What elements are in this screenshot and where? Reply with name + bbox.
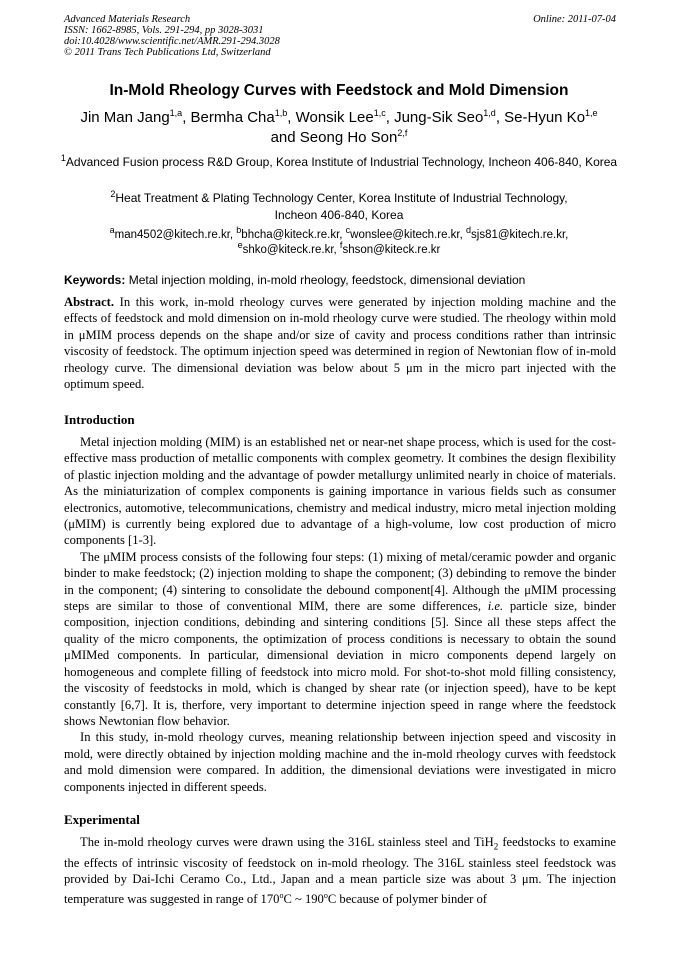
keywords-text: Metal injection molding, in-mold rheology, feedstock, dimensional deviation bbox=[125, 273, 526, 287]
paper-title: In-Mold Rheology Curves with Feedstock and Mold Dimension bbox=[109, 82, 569, 99]
introduction-paragraph-2 bbox=[64, 549, 616, 729]
subscript: 2 bbox=[493, 841, 499, 852]
author-name: Bermha Cha bbox=[190, 109, 275, 126]
email-superscript: b bbox=[236, 225, 242, 236]
email-address[interactable]: shko@kiteck.re.kr, bbox=[242, 244, 340, 256]
introduction-paragraph-1: Metal injection molding (MIM) is an established net or near-net shape process, which is used for the cost-effective mass production of metallic components with complex geometry. It combines the design flexibility of plastic injection molding and the advantage of powder metallurgy unlimited nearly in choice of materials. As the miniaturization of complex components is gaining importance in various fields such as consumer electronics, automotive, telecommunications, chemistry and medical industry, micro metal injection molding (μMIM) is currently being explored due to advantage of a high-volume, low cost production of micro components [1-3]. bbox=[64, 435, 616, 548]
experimental-body bbox=[64, 834, 616, 907]
author-separator: , bbox=[287, 109, 296, 126]
author-list bbox=[40, 108, 638, 148]
author-name: Jung-Sik Seo bbox=[394, 109, 484, 126]
paragraph-text: C because of polymer binder of bbox=[327, 891, 487, 906]
author-separator: , bbox=[495, 109, 505, 126]
paragraph-text: The in-mold rheology curves were drawn using the 316L stainless steel and TiH bbox=[80, 835, 494, 849]
author-superscript: 1,a bbox=[169, 108, 183, 118]
journal-name: Advanced Materials Research bbox=[64, 14, 191, 25]
author-superscript: 1,b bbox=[274, 108, 288, 118]
author-name: Se-Hyun Ko bbox=[504, 109, 586, 126]
author-separator: , bbox=[182, 109, 191, 126]
paragraph-text: feedstocks to examine the effects of intrinsic viscosity of feedstock on in-mold rheology. The 316L stainless steel feedstock was provided by Dai-Ichi Ceramo Co., Ltd., Japan and a mean particle size was about 3 μm. The injection temperature was suggested in range of 170 bbox=[64, 835, 616, 906]
author-separator: , bbox=[385, 109, 395, 126]
abstract-text: In this work, in-mold rheology curves were generated by injection molding machine and the effects of feedstock and mold dimension on in-mold rheology curve were studied. The rheology within mold in μMIM process depends on the shape and/or size of cavity and process conditions rather than intrinsic viscosity of feedstock. The optimum injection speed was determined in region of Newtonian flow of in-mold rheology curve. The dimensional deviation was below about 5 μm in the micro part injected with the optimum speed. bbox=[64, 295, 616, 392]
email-address[interactable]: shson@kiteck.re.kr bbox=[342, 244, 441, 256]
email-address[interactable]: man4502@kitech.re.kr, bbox=[114, 229, 237, 241]
paragraph-text: The μMIM process consists of the following four steps: (1) mixing of metal/ceramic powder and organic binder to make feedstock; (2) injection molding to shape the component; (3) debinding to remove the binder in the component; (4) sintering to consolidate the debound component[4]. Although the μMIM processing steps are similar to those of conventional MIM, there are some differences, bbox=[64, 549, 616, 614]
author-superscript: 1,e bbox=[585, 108, 598, 118]
abstract bbox=[64, 294, 616, 392]
section-heading-introduction: Introduction bbox=[64, 412, 135, 427]
author-name: and Seong Ho Son bbox=[270, 129, 398, 146]
email-address[interactable]: wonslee@kitech.re.kr, bbox=[350, 229, 467, 241]
author-superscript: 1,d bbox=[483, 108, 496, 118]
abstract-label: Abstract. bbox=[64, 295, 115, 309]
email-address[interactable]: bhcha@kiteck.re.kr, bbox=[241, 229, 346, 241]
email-superscript: e bbox=[237, 240, 243, 251]
degree-superscript: o bbox=[323, 890, 328, 900]
author-name: Jin Man Jang bbox=[80, 109, 170, 126]
introduction-paragraph-3: In this study, in-mold rheology curves, meaning relationship between injection speed and viscosity in mold, were directly obtained by injection molding machine and the in-mold rheology curves with feedstock and mold dimension were compared. In addition, the dimensional deviations were investigated in micro components injected in different speeds. bbox=[64, 730, 616, 794]
italic-text: i.e. bbox=[487, 599, 504, 614]
email-superscript: a bbox=[109, 225, 115, 236]
online-date: Online: 2011-07-04 bbox=[533, 14, 616, 25]
author-superscript: 2,f bbox=[397, 128, 408, 138]
experimental-paragraph-1 bbox=[64, 834, 616, 907]
introduction-body bbox=[64, 434, 616, 795]
degree-superscript: o bbox=[279, 890, 284, 900]
paragraph-text: particle size, binder composition, injection conditions, debinding and sintering conditions [5]. Since all these steps affect the quality of the micro components, the optimization of process conditions is necessary to obtain the sound μMIMed components. In particular, dimensional deviation in micro components depend largely on homogeneous and complete filling of feedstock into micro mold. For shot-to-shot mold filling consistency, the viscosity of feedstocks in mold, which is changed by shear rate (or injection speed), have to be kept constantly [6,7]. It is, therfore, very important to determine injection speed in range where the feedstock shows Newtonian flow behavior. bbox=[64, 599, 616, 728]
affiliation-2 bbox=[88, 190, 590, 224]
email-superscript: c bbox=[345, 225, 351, 236]
author-superscript: 1,c bbox=[373, 108, 386, 118]
journal-header bbox=[64, 14, 616, 58]
affiliation-1 bbox=[40, 154, 638, 171]
email-superscript: f bbox=[339, 240, 343, 251]
affiliation-text: Heat Treatment & Plating Technology Center, Korea Institute of Industrial Technology, Incheon 406-840, Korea bbox=[115, 191, 568, 222]
email-superscript: d bbox=[466, 225, 472, 236]
email-list bbox=[40, 225, 638, 258]
paragraph-text: C ~ 190 bbox=[283, 891, 324, 906]
affiliation-superscript: 2 bbox=[110, 189, 116, 199]
journal-doi: doi:10.4028/www.scientific.net/AMR.291-294.3028 bbox=[64, 36, 280, 47]
author-name: Wonsik Lee bbox=[295, 109, 374, 126]
affiliation-superscript: 1 bbox=[60, 153, 66, 163]
section-heading-experimental: Experimental bbox=[64, 812, 140, 827]
journal-copyright: © 2011 Trans Tech Publications Ltd, Switzerland bbox=[64, 47, 271, 58]
journal-issn: ISSN: 1662-8985, Vols. 291-294, pp 3028-3031 bbox=[64, 25, 264, 36]
keywords-label: Keywords: bbox=[64, 273, 126, 287]
email-address[interactable]: sjs81@kitech.re.kr, bbox=[471, 229, 569, 241]
keywords bbox=[64, 272, 616, 288]
affiliation-text: Advanced Fusion process R&D Group, Korea Institute of Industrial Technology, Incheon 406-840, Korea bbox=[65, 155, 618, 169]
